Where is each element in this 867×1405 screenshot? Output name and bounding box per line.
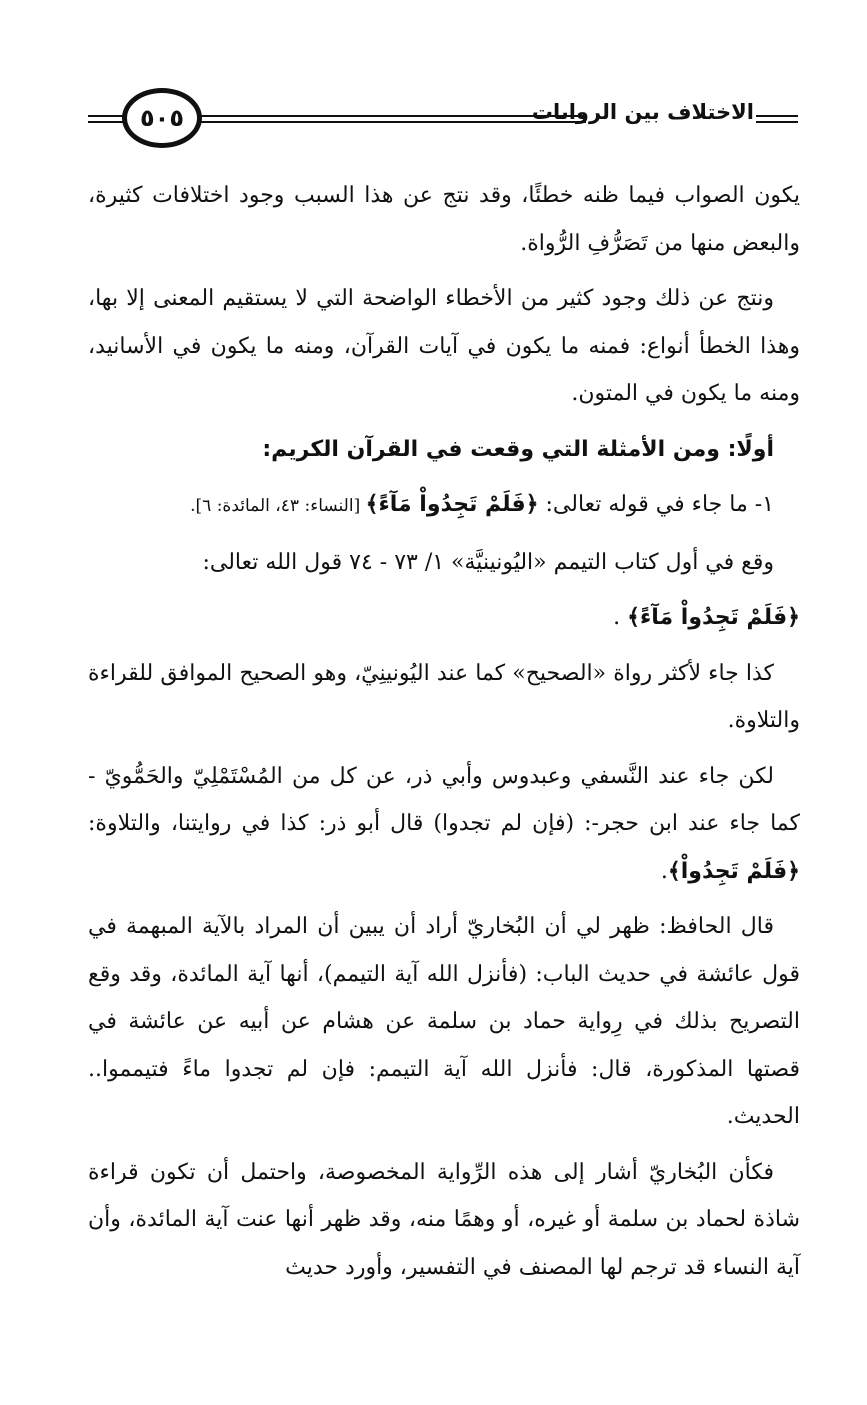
paragraph: قال الحافظ: ظهر لي أن البُخاريّ أراد أن يبين أن المراد بالآية المبهمة في قول عائشة في حديث الباب: (فأنزل الله آية التيمم)، أنها آية المائدة، وقد وقع التصريح بذلك في رِواية حماد بن سلمة عن هشام عن أبيه عن عائشة في قصتها المذكورة، قال: فأنزل الله آية التيمم: فإن لم تجدوا ماءً فتيمموا.. الحديث. bbox=[88, 914, 800, 1129]
verse-reference: [النساء: ٤٣، المائدة: ٦]. bbox=[190, 496, 366, 516]
paragraph: يكون الصواب فيما ظنه خطئًا، وقد نتج عن هذا السبب وجود اختلافات كثيرة، والبعض منها من تَصَرُّفِ الرُّواة. bbox=[88, 183, 800, 256]
paragraph: كذا جاء لأكثر رواة «الصحيح» كما عند اليُونينِيّ، وهو الصحيح الموافق للقراءة والتلاوة. bbox=[88, 660, 800, 733]
paragraph: ونتج عن ذلك وجود كثير من الأخطاء الواضحة التي لا يستقيم المعنى إلا بها، وهذا الخطأ أنواع: فمنه ما يكون في آيات القرآن، ومنه ما يكون في الأسانيد، ومنه ما يكون في المتون. bbox=[88, 286, 800, 406]
page-number: ٥٠٥ bbox=[122, 88, 202, 148]
paragraph-quran-citation bbox=[88, 481, 800, 531]
paragraph-quran-verse bbox=[88, 594, 800, 642]
paragraph-suffix: . bbox=[660, 858, 668, 884]
quran-verse: ﴿فَلَمْ تَجِدُواْ مَآءً﴾ bbox=[365, 492, 539, 517]
paragraph: وقع في أول كتاب التيمم «اليُونينيَّة» ١/ ٧٣ - ٧٤ قول الله تعالى: bbox=[202, 549, 774, 575]
quran-verse: ﴿فَلَمْ تَجِدُواْ مَآءً﴾ bbox=[627, 605, 800, 630]
running-title: الاختلاف بين الروايات bbox=[531, 100, 754, 124]
body-text bbox=[88, 172, 800, 1299]
header-rule-left bbox=[88, 115, 124, 123]
paragraph: فكأن البُخاريّ أشار إلى هذه الرِّواية المخصوصة، واحتمل أن تكون قراءة شاذة لحماد بن سلمة أو غيره، أو وهمًا منه، وقد ظهر أنها عنت آية المائدة، وأن آية النساء قد ترجم لها المصنف في التفسير، وأورد حديث bbox=[88, 1159, 800, 1280]
paragraph-quran-citation bbox=[88, 753, 800, 896]
paragraph-prefix: لكن جاء عند النَّسفي وعبدوس وأبي ذر، عن كل من المُسْتَمْلِيّ والحَمُّويّ - كما جاء عند ابن حجر-: (فإن لم تجدوا) قال أبو ذر: كذا في روايتنا، والتلاوة: bbox=[88, 763, 800, 836]
page-header bbox=[88, 88, 800, 152]
quran-verse: ﴿فَلَمْ تَجِدُواْ﴾ bbox=[667, 858, 800, 884]
section-heading: أولًا: ومن الأمثلة التي وقعت في القرآن الكريم: bbox=[262, 436, 774, 462]
header-rule-middle bbox=[200, 115, 586, 123]
paragraph-prefix: ١- ما جاء في قوله تعالى: bbox=[538, 492, 774, 517]
paragraph-suffix: . bbox=[613, 605, 628, 630]
header-rule-right bbox=[756, 115, 798, 123]
